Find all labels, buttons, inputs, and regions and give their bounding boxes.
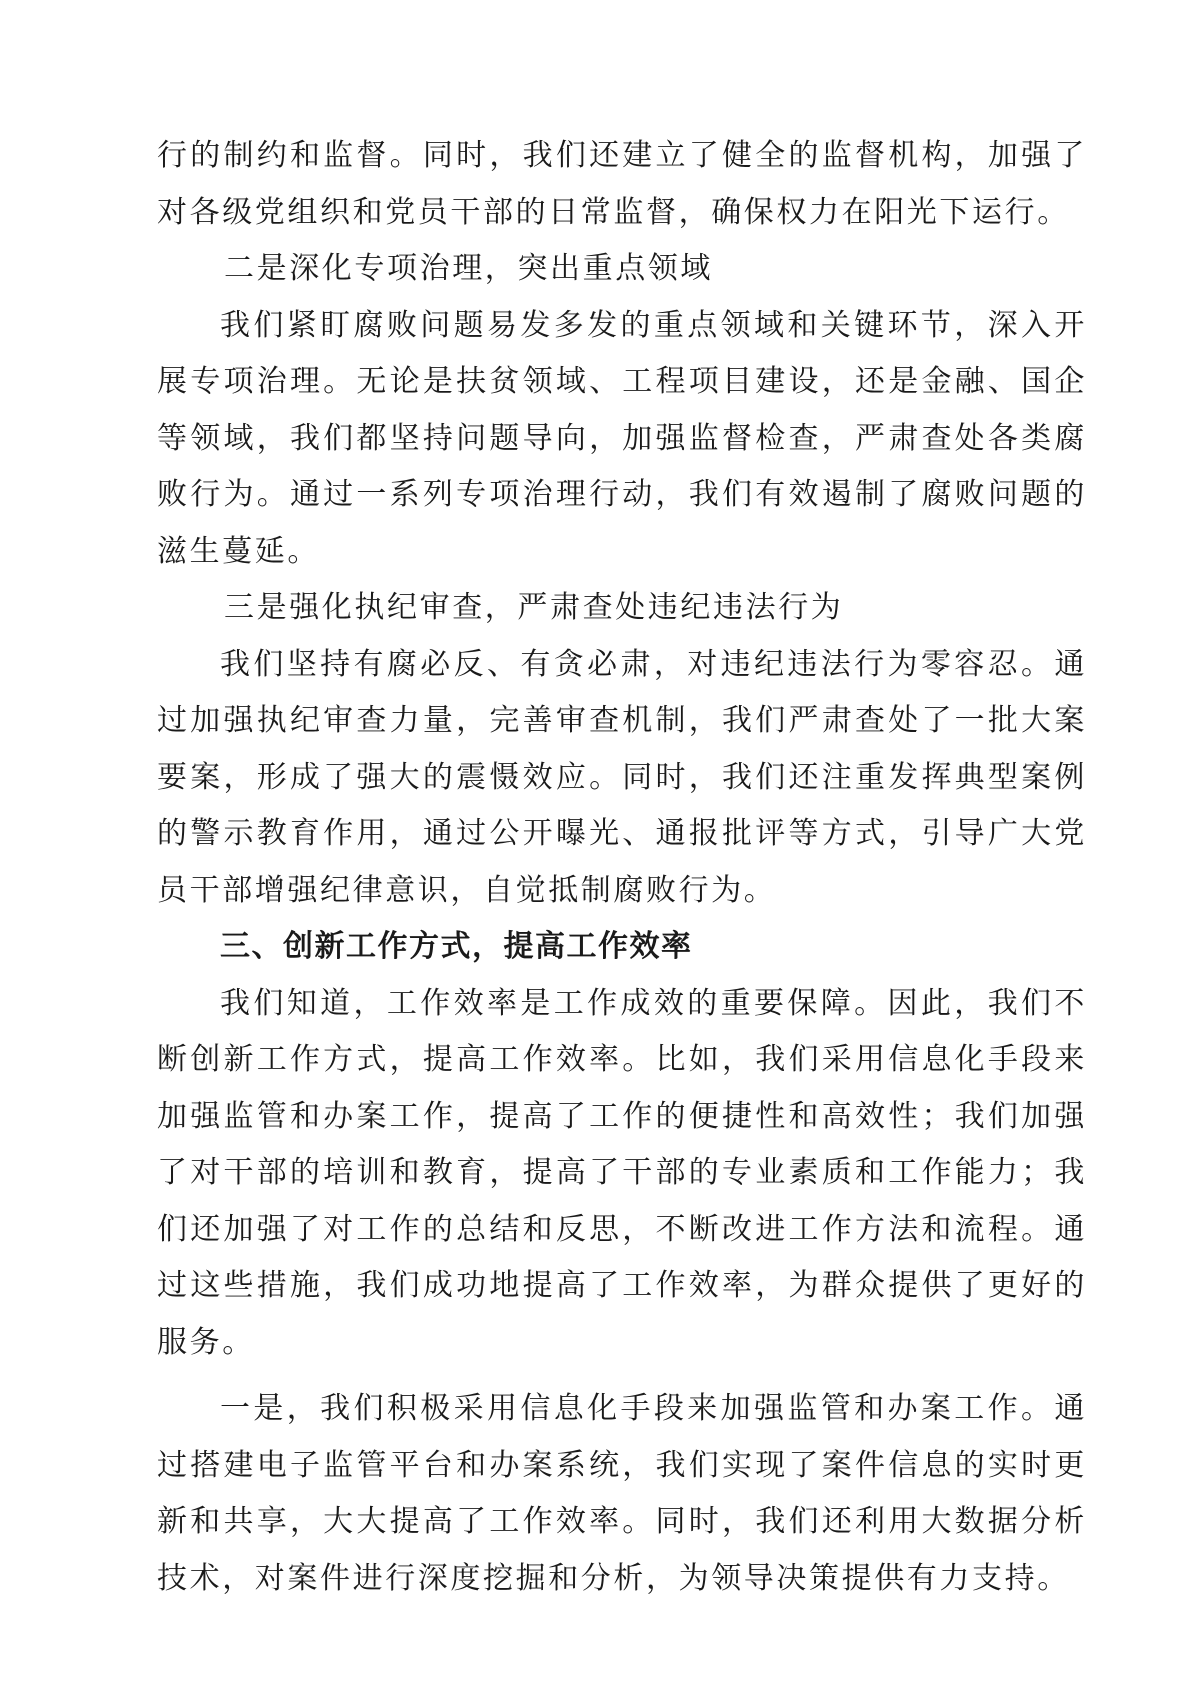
section-heading-efficiency: 三、创新工作方式，提高工作效率 bbox=[220, 929, 693, 964]
subheading-special-governance: 二是深化专项治理，突出重点领域 bbox=[224, 251, 713, 286]
paragraph-discipline-review: 我们坚持有腐必反、有贪必肃，对违纪违法行为零容忍。通过加强执纪审查力量，完善审查机制，我们严肃查处了一批大案要案，形成了强大的震慑效应。同时，我们还注重发挥典型案例的警示教育作用，通过公开曝光、通报批评等方式，引导广大党员干部增强纪律意识，自觉抵制腐败行为。 bbox=[157, 646, 1087, 908]
paragraph-special-governance: 我们紧盯腐败问题易发多发的重点领域和关键环节，深入开展专项治理。无论是扶贫领域、工程项目建设，还是金融、国企等领域，我们都坚持问题导向，加强监督检查，严肃查处各类腐败行为。通过一系列专项治理行动，我们有效遏制了腐败问题的滋生蔓延。 bbox=[157, 307, 1087, 569]
paragraph-continuation: 行的制约和监督。同时，我们还建立了健全的监督机构，加强了对各级党组织和党员干部的日常监督，确保权力在阳光下运行。 bbox=[157, 138, 1087, 230]
paragraph-informatization: 一是，我们积极采用信息化手段来加强监管和办案工作。通过搭建电子监管平台和办案系统，我们实现了案件信息的实时更新和共享，大大提高了工作效率。同时，我们还利用大数据分析技术，对案件进行深度挖掘和分析，为领导决策提供有力支持。 bbox=[157, 1391, 1087, 1596]
document-page bbox=[157, 128, 1087, 1607]
subheading-discipline-review: 三是强化执纪审查，严肃查处违纪违法行为 bbox=[224, 590, 844, 625]
paragraph-efficiency: 我们知道，工作效率是工作成效的重要保障。因此，我们不断创新工作方式，提高工作效率。比如，我们采用信息化手段来加强监管和办案工作，提高了工作的便捷性和高效性；我们加强了对干部的培训和教育，提高了干部的专业素质和工作能力；我们还加强了对工作的总结和反思，不断改进工作方法和流程。通过这些措施，我们成功地提高了工作效率，为群众提供了更好的服务。 bbox=[157, 985, 1087, 1360]
